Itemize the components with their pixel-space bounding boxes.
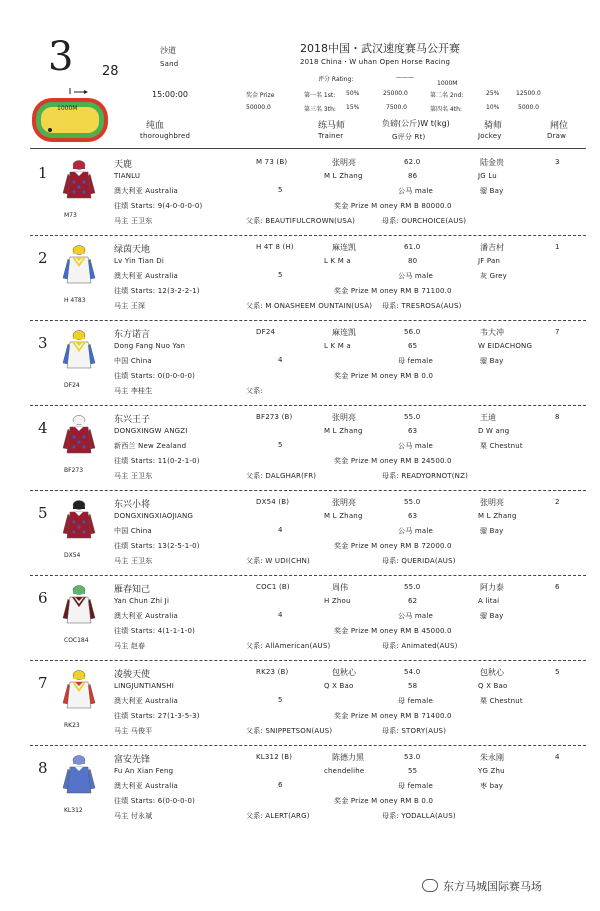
- horse-dam: 母系: QUERIDA(AUS): [382, 557, 456, 565]
- silk-code: BF273: [64, 467, 84, 474]
- trainer-en: L K M a: [324, 257, 351, 265]
- horse-rating: 86: [408, 172, 418, 180]
- place4-label: 第四名 4th:: [430, 106, 462, 113]
- jockey-cn: 韦大冲: [480, 328, 504, 337]
- horse-starts: 往绩 Starts: 6(0-0-0-0): [114, 797, 196, 805]
- horse-name-cn: 富安先锋: [114, 755, 151, 765]
- track-distance-label: 1000M: [57, 105, 78, 112]
- horse-number: 3: [38, 334, 48, 352]
- horse-owner: 马主 马俊平: [114, 727, 153, 735]
- jockey-en: Q X Bao: [478, 682, 508, 690]
- horse-weight: 54.0: [404, 668, 421, 676]
- horse-country: 中国 China: [114, 357, 152, 365]
- horse-weight: 53.0: [404, 753, 421, 761]
- rating-value: ———: [396, 74, 414, 81]
- horse-age: 5: [278, 441, 283, 449]
- col-trainer-cn: 练马师: [318, 121, 346, 131]
- horse-row: [0, 409, 600, 494]
- horse-sire: 父系: AllAmerican(AUS): [246, 642, 331, 650]
- surface-cn: 沙道: [160, 46, 176, 55]
- race-number: 3: [48, 34, 74, 80]
- breed-cn: 纯血: [146, 121, 165, 131]
- trainer-cn: 麻连凯: [332, 328, 356, 337]
- watermark-text: 东方马城国际赛马场: [443, 880, 542, 893]
- horse-draw: 2: [555, 498, 560, 506]
- horse-starts: 往绩 Starts: 13(2-5-1-0): [114, 542, 200, 550]
- trainer-en: Q X Bao: [324, 682, 354, 690]
- horse-starts: 往绩 Starts: 12(3-2-2-1): [114, 287, 200, 295]
- horse-age: 5: [278, 696, 283, 704]
- horse-country: 澳大利亚 Australia: [114, 697, 178, 705]
- wechat-icon: [422, 879, 438, 892]
- horse-row: [0, 579, 600, 664]
- horse-owner: 马主 王卫东: [114, 217, 153, 225]
- horse-weight: 61.0: [404, 243, 421, 251]
- race-time: 15:00:00: [152, 90, 188, 99]
- horse-code: BF273 (B): [256, 413, 293, 421]
- horse-name-en: Dong Fang Nuo Yan: [114, 342, 186, 350]
- row-separator: [30, 745, 586, 746]
- horse-prize: 奖金 Prize M oney RM B 45000.0: [334, 627, 452, 635]
- horse-number: 4: [38, 419, 48, 437]
- horse-weight: 55.0: [404, 413, 421, 421]
- horse-number: 5: [38, 504, 48, 522]
- horse-row: [0, 239, 600, 324]
- trainer-en: H Zhou: [324, 597, 351, 605]
- title-cn: 2018中国・武汉速度赛马公开赛: [300, 42, 460, 55]
- horse-row: [0, 664, 600, 749]
- place1-label: 第一名 1st:: [304, 92, 336, 99]
- horse-country: 澳大利亚 Australia: [114, 782, 178, 790]
- horse-prize: 奖金 Prize M oney RM B 72000.0: [334, 542, 452, 550]
- trainer-cn: 包秋心: [332, 668, 356, 677]
- row-separator: [30, 320, 586, 321]
- jockey-en: JF Pan: [478, 257, 501, 265]
- prize-total: 50000.0: [246, 104, 271, 111]
- place3-amount: 7500.0: [386, 104, 407, 111]
- breed-en: thoroughbred: [140, 132, 191, 140]
- place3-label: 第三名 3th:: [304, 106, 336, 113]
- horse-sire: 父系: ALERT(ARG): [246, 812, 310, 820]
- silk-code: H 4T83: [64, 297, 86, 304]
- trainer-en: M L Zhang: [324, 427, 363, 435]
- jockey-silk-icon: [62, 160, 96, 200]
- horse-name-cn: 天鹿: [114, 160, 133, 170]
- horse-starts: 往绩 Starts: 11(0-2-1-0): [114, 457, 200, 465]
- jockey-cn: 朱永刚: [480, 753, 504, 762]
- trainer-cn: 张明亮: [332, 158, 356, 167]
- horse-age: 4: [278, 611, 283, 619]
- horse-age: 5: [278, 271, 283, 279]
- silk-code: DX54: [64, 552, 81, 559]
- trainer-cn: 陈德力黑: [332, 753, 364, 762]
- horse-starts: 往绩 Starts: 27(1-3-5-3): [114, 712, 200, 720]
- horse-number: 8: [38, 759, 48, 777]
- horse-dam: 母系: READYORNOT(NZ): [382, 472, 469, 480]
- horse-weight: 56.0: [404, 328, 421, 336]
- horse-name-en: TIANLU: [114, 172, 141, 180]
- jockey-en: D W ang: [478, 427, 510, 435]
- trainer-cn: 张明亮: [332, 413, 356, 422]
- title-en: 2018 China・W uhan Open Horse Racing: [300, 58, 451, 66]
- horse-row: [0, 494, 600, 579]
- horse-name-cn: 东兴小将: [114, 500, 151, 510]
- col-jockey-en: Jockey: [478, 132, 502, 140]
- silk-code: COC184: [64, 637, 89, 644]
- horse-starts: 往绩 Starts: 9(4-0-0-0-0): [114, 202, 203, 210]
- horse-country: 新西兰 New Zealand: [114, 442, 187, 450]
- horse-prize: 奖金 Prize M oney RM B 24500.0: [334, 457, 452, 465]
- horse-number: 6: [38, 589, 48, 607]
- horse-sex: 母 female: [398, 782, 433, 790]
- horse-rating: 80: [408, 257, 418, 265]
- horse-sire: 父系: M ONASHEEM OUNTAIN(USA): [246, 302, 373, 310]
- horse-row: [0, 154, 600, 239]
- horse-draw: 4: [555, 753, 560, 761]
- place3-pct: 15%: [346, 104, 360, 111]
- horse-dam: 母系: YODALLA(AUS): [382, 812, 456, 820]
- horse-code: DX54 (B): [256, 498, 290, 506]
- jockey-cn: 潘吉村: [480, 243, 504, 252]
- place2-label: 第二名 2nd:: [430, 92, 464, 99]
- horse-rating: 55: [408, 767, 418, 775]
- horse-dam: 母系: STORY(AUS): [382, 727, 447, 735]
- horse-country: 中国 China: [114, 527, 152, 535]
- horse-color: 枣 bay: [480, 782, 504, 790]
- col-jockey-cn: 骑师: [484, 121, 503, 131]
- place1-amount: 25000.0: [383, 90, 408, 97]
- horse-dam: 母系: Animated(AUS): [382, 642, 458, 650]
- jockey-silk-icon: [62, 415, 96, 455]
- horse-name-cn: 雁春知己: [114, 585, 151, 595]
- horse-name-en: Lv Yin Tian Di: [114, 257, 164, 265]
- horse-rating: 63: [408, 427, 418, 435]
- horse-sex: 公马 male: [398, 272, 433, 280]
- prize-label: 奖金 Prize: [246, 92, 275, 99]
- horse-prize: 奖金 Prize M oney RM B 80000.0: [334, 202, 452, 210]
- horse-rating: 62: [408, 597, 418, 605]
- horse-sire: 父系: W UDI(CHN): [246, 557, 310, 565]
- jockey-en: W EIDACHONG: [478, 342, 533, 350]
- horse-owner: 马主 付永斌: [114, 812, 153, 820]
- track-diagram: [28, 86, 112, 146]
- jockey-en: M L Zhang: [478, 512, 517, 520]
- row-separator: [30, 405, 586, 406]
- jockey-en: A litai: [478, 597, 500, 605]
- jockey-silk-icon: [62, 755, 96, 795]
- horse-number: 1: [38, 164, 48, 182]
- horse-draw: 6: [555, 583, 560, 591]
- horse-rating: 65: [408, 342, 418, 350]
- horse-prize: 奖金 Prize M oney RM B 0.0: [334, 797, 434, 805]
- horse-code: M 73 (B): [256, 158, 288, 166]
- horse-sex: 母 female: [398, 357, 433, 365]
- trainer-cn: 麻连凯: [332, 243, 356, 252]
- col-trainer-en: Trainer: [318, 132, 344, 140]
- horse-sex: 公马 male: [398, 187, 433, 195]
- horse-color: 骝 Bay: [480, 612, 504, 620]
- horse-name-en: LINGJUNTIANSHI: [114, 682, 174, 690]
- horse-color: 灰 Grey: [480, 272, 508, 280]
- horse-color: 骝 Bay: [480, 357, 504, 365]
- row-separator: [30, 235, 586, 236]
- jockey-en: JG Lu: [478, 172, 497, 180]
- horse-name-en: Fu An Xian Feng: [114, 767, 174, 775]
- horse-row: [0, 749, 600, 834]
- horse-age: 4: [278, 356, 283, 364]
- horse-draw: 5: [555, 668, 560, 676]
- horse-rating: 63: [408, 512, 418, 520]
- horse-age: 6: [278, 781, 283, 789]
- horse-name-en: DONGXINGXIAOJIANG: [114, 512, 194, 520]
- horse-name-en: Yan Chun Zhi Ji: [114, 597, 170, 605]
- horse-sex: 公马 male: [398, 612, 433, 620]
- horse-code: H 4T 8 (H): [256, 243, 294, 251]
- jockey-cn: 王迪: [480, 413, 496, 422]
- row-separator: [30, 490, 586, 491]
- horse-owner: 马主 赵春: [114, 642, 146, 650]
- silk-code: DF24: [64, 382, 80, 389]
- place2-amount: 12500.0: [516, 90, 541, 97]
- horse-code: RK23 (B): [256, 668, 289, 676]
- race-distance: 1000M: [437, 80, 458, 87]
- horse-number: 2: [38, 249, 48, 267]
- horse-prize: 奖金 Prize M oney RM B 71400.0: [334, 712, 452, 720]
- horse-draw: 8: [555, 413, 560, 421]
- horse-draw: 3: [555, 158, 560, 166]
- jockey-silk-icon: [62, 330, 96, 370]
- row-separator: [30, 575, 586, 576]
- rating-label: 评分 Rating:: [318, 76, 354, 83]
- horse-age: 5: [278, 186, 283, 194]
- horse-dam: 母系: OURCHOICE(AUS): [382, 217, 467, 225]
- jockey-cn: 张明亮: [480, 498, 504, 507]
- col-draw-cn: 闸位: [550, 121, 569, 131]
- horse-rating: 58: [408, 682, 418, 690]
- watermark: [422, 878, 542, 894]
- jockey-cn: 包秋心: [480, 668, 504, 677]
- horse-age: 4: [278, 526, 283, 534]
- horse-color: 骝 Bay: [480, 527, 504, 535]
- horse-owner: 马主 王卫东: [114, 557, 153, 565]
- trainer-en: chendelihe: [324, 767, 365, 775]
- place4-pct: 10%: [486, 104, 500, 111]
- col-draw-en: Draw: [547, 132, 567, 140]
- horse-name-cn: 凌骏天使: [114, 670, 151, 680]
- horse-prize: 奖金 Prize M oney RM B 0.0: [334, 372, 434, 380]
- horse-owner: 马主 王深: [114, 302, 146, 310]
- trainer-en: L K M a: [324, 342, 351, 350]
- silk-code: M73: [64, 212, 77, 219]
- horse-weight: 62.0: [404, 158, 421, 166]
- silk-code: RK23: [64, 722, 80, 729]
- jockey-cn: 阿力泰: [480, 583, 504, 592]
- jockey-silk-icon: [62, 670, 96, 710]
- horse-sire: 父系: SNIPPETSON(AUS): [246, 727, 333, 735]
- horse-country: 澳大利亚 Australia: [114, 612, 178, 620]
- jockey-silk-icon: [62, 500, 96, 540]
- silk-code: KL312: [64, 807, 83, 814]
- horse-code: DF24: [256, 328, 276, 336]
- place2-pct: 25%: [486, 90, 500, 97]
- col-weight-cn: 负磅(公斤)W t(kg): [382, 119, 450, 128]
- horse-country: 澳大利亚 Australia: [114, 272, 178, 280]
- surface-en: Sand: [160, 60, 179, 68]
- trainer-cn: 周伟: [332, 583, 348, 592]
- horse-name-cn: 东兴王子: [114, 415, 151, 425]
- jockey-cn: 陆金贵: [480, 158, 504, 167]
- horse-weight: 55.0: [404, 498, 421, 506]
- horse-row: [0, 324, 600, 409]
- horse-owner: 马主 王卫东: [114, 472, 153, 480]
- horse-starts: 往绩 Starts: 0(0-0-0-0): [114, 372, 196, 380]
- jockey-silk-icon: [62, 585, 96, 625]
- horse-code: COC1 (B): [256, 583, 290, 591]
- horse-weight: 55.0: [404, 583, 421, 591]
- horse-code: KL312 (B): [256, 753, 293, 761]
- horse-dam: 母系: TRESROSA(AUS): [382, 302, 462, 310]
- horse-sex: 公马 male: [398, 527, 433, 535]
- horse-owner: 马主 李桂生: [114, 387, 153, 395]
- horse-sire: 父系: DALGHAR(FR): [246, 472, 317, 480]
- horse-color: 栗 Chestnut: [480, 442, 523, 450]
- horse-draw: 7: [555, 328, 560, 336]
- header-divider: [30, 148, 586, 149]
- place1-pct: 50%: [346, 90, 360, 97]
- horse-sire: 父系: BEAUTIFULCROWN(USA): [246, 217, 356, 225]
- field-size: 28: [102, 64, 119, 79]
- horse-sex: 公马 male: [398, 442, 433, 450]
- horse-number: 7: [38, 674, 48, 692]
- col-weight-en: G评分 Rt): [392, 133, 426, 141]
- place4-amount: 5000.0: [518, 104, 539, 111]
- jockey-en: YG Zhu: [478, 767, 505, 775]
- horse-country: 澳大利亚 Australia: [114, 187, 178, 195]
- horse-starts: 往绩 Starts: 4(1-1-1-0): [114, 627, 196, 635]
- horse-color: 栗 Chestnut: [480, 697, 523, 705]
- horse-sex: 母 female: [398, 697, 433, 705]
- horse-prize: 奖金 Prize M oney RM B 71100.0: [334, 287, 452, 295]
- trainer-en: M L Zhang: [324, 512, 363, 520]
- horse-name-cn: 东方诺言: [114, 330, 151, 340]
- jockey-silk-icon: [62, 245, 96, 285]
- horse-draw: 1: [555, 243, 560, 251]
- trainer-cn: 张明亮: [332, 498, 356, 507]
- horse-name-en: DONGXINGW ANGZI: [114, 427, 188, 435]
- horse-color: 骝 Bay: [480, 187, 504, 195]
- row-separator: [30, 660, 586, 661]
- trainer-en: M L Zhang: [324, 172, 363, 180]
- horse-sire: 父系:: [246, 387, 263, 395]
- horse-name-cn: 绿茵天地: [114, 245, 151, 255]
